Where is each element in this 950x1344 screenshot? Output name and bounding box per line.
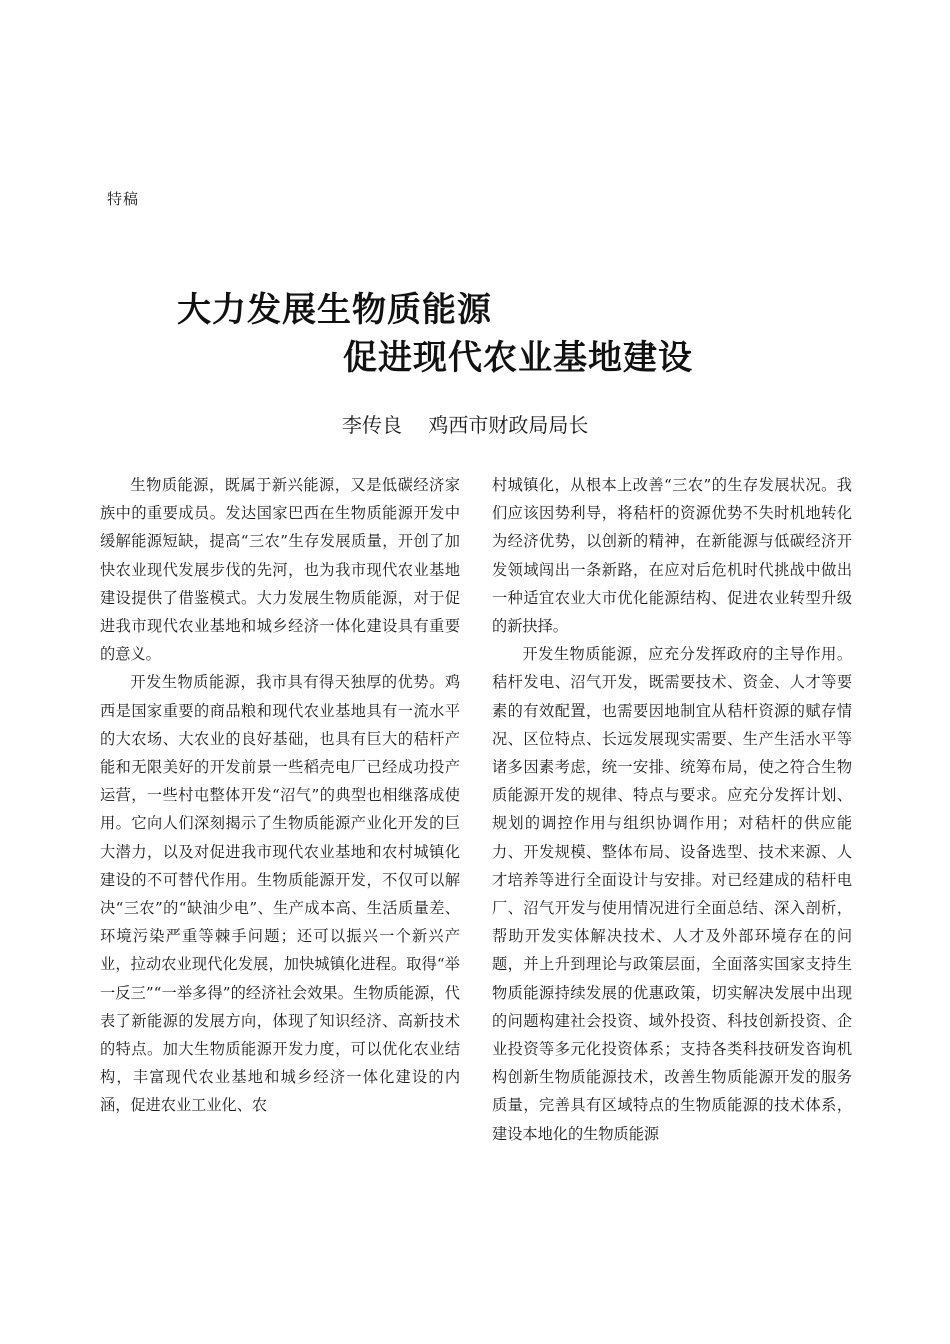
author-affiliation: 鸡西市财政局局长: [428, 413, 589, 437]
article-title-line-2: 促进现代农业基地建设: [343, 338, 693, 378]
byline: [342, 409, 588, 438]
paragraph: 生物质能源，既属于新兴能源，又是低碳经济家族中的重要成员。发达国家巴西在生物质能源开发中缓解能源短缺，提高“三农”生存发展质量，开创了加快农业现代发展步伐的先河，也为我市现代农业基地建设提供了借鉴模式。大力发展生物质能源，对于促进我市现代农业基地和城乡经济一体化建设具有重要的意义。: [100, 476, 460, 664]
paragraph: 开发生物质能源，我市具有得天独厚的优势。鸡西是国家重要的商品粮和现代农业基地具有一流水平的大农场、大农业的良好基础，也具有巨大的秸杆产能和无限美好的开发前景一些稻壳电厂已经成功投产运营，一些村屯整体开发“沼气”的典型也相继落成使用。它向人们深刻揭示了生物质能源产业化开发的巨大潜力，以及对促进我市现代农业基地和农村城镇化建设的不可替代作用。生物质能源开发，不仅可以解决“三农”的“缺油少电”、生产成本高、生活质量差、环境污染严重等棘手问题；还可以振兴一个新兴产业，拉动农业现代化发展，加快城镇化进程。取得“举一反三”“一举多得”的经济社会效果。生物质能源，代表了新能源的发展方向，体现了知识经济、高新技术的特点。加大生物质能源开发力度，可以优化农业结构，丰富现代农业基地和城乡经济一体化建设的内涵，促进农业工业化、农: [100, 673, 460, 1115]
body-column-right: [492, 471, 852, 1148]
paragraph-continued: 村城镇化，从根本上改善“三农”的生存发展状况。我们应该因势利导，将秸杆的资源优势不失时机地转化为经济优势，以创新的精神，在新能源与低碳经济开发领域闯出一条新路，在应对后危机时代挑战中做出一种适宜农业大市优化能源结构、促进农业转型升级的新抉择。: [492, 476, 852, 636]
paragraph: 开发生物质能源，应充分发挥政府的主导作用。秸杆发电、沼气开发，既需要技术、资金、人才等要素的有效配置，也需要因地制宜从秸杆资源的赋存情况、区位特点、长远发展现实需要、生产生活水平等诸多因素考虑，统一安排、统筹布局，使之符合生物质能源开发的规律、特点与要求。应充分发挥计划、规划的调控作用与组织协调作用；对秸杆的供应能力、开发规模、整体布局、设备选型、技术来源、人才培养等进行全面设计与安排。对已经建成的秸杆电厂、沼气开发与使用情况进行全面总结、深入剖析，帮助开发实体解决技术、人才及外部环境存在的问题，并上升到理论与政策层面，全面落实国家支持生物质能源持续发展的优惠政策，切实解决发展中出现的问题构建社会投资、域外投资、科技创新投资、企业投资等多元化投资体系；支持各类科技研发咨询机构创新生物质能源技术，改善生物质能源开发的服务质量，完善具有区域特点的生物质能源的技术体系，建设本地化的生物质能源: [492, 645, 852, 1143]
section-label: 特稿: [107, 190, 140, 208]
body-column-left: [100, 471, 460, 1120]
article-title-line-1: 大力发展生物质能源: [177, 290, 492, 330]
author-name: 李传良: [342, 413, 402, 437]
